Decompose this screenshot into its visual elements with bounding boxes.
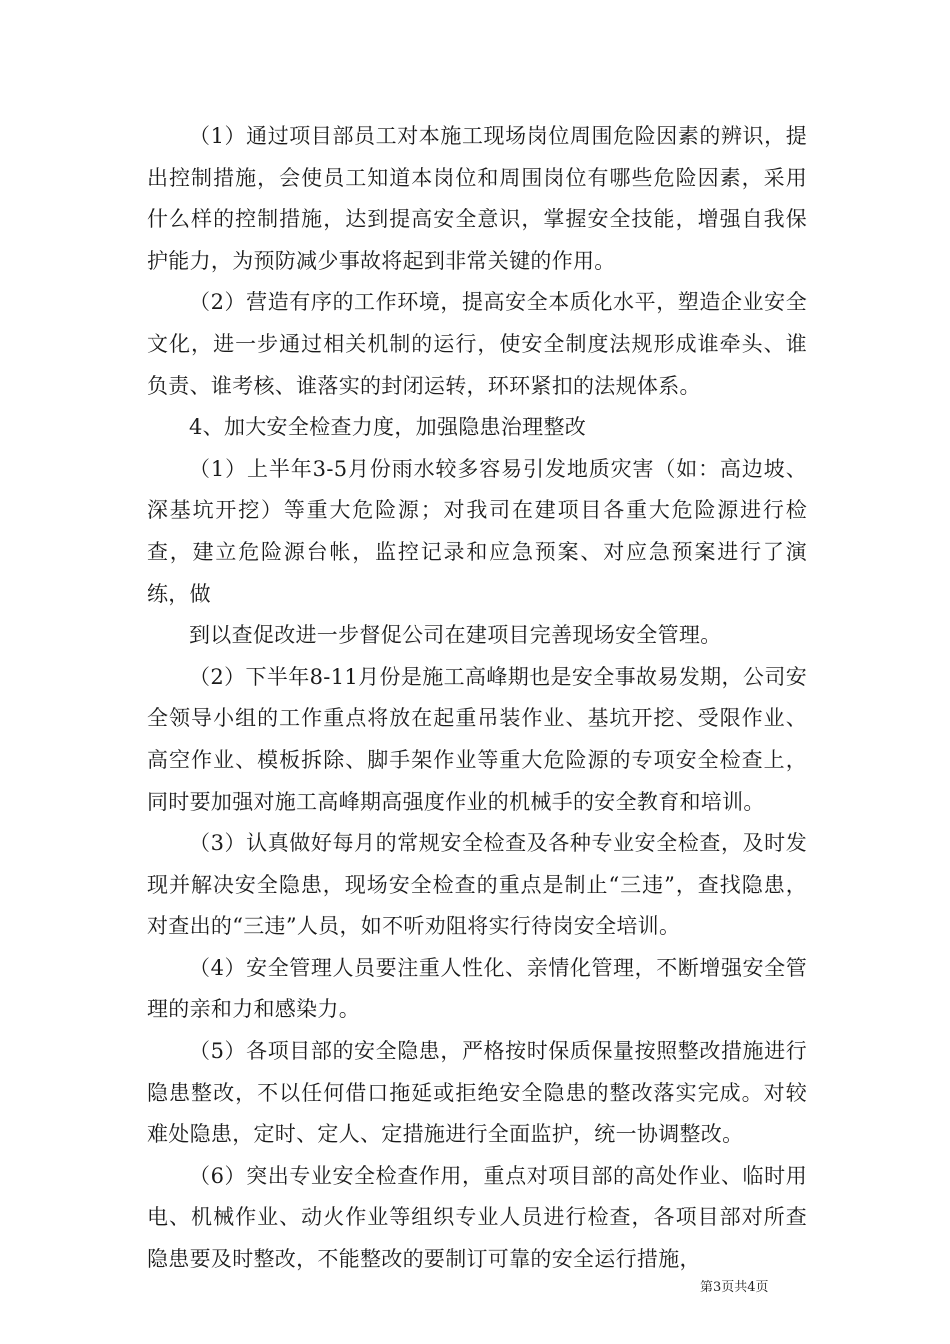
paragraph-8: （5）各项目部的安全隐患，严格按时保质保量按照整改措施进行隐患整改，不以任何借口拖延或拒绝安全隐患的整改落实完成。对较难处隐患，定时、定人、定措施进行全面监护，统一协调整改。 xyxy=(147,1039,807,1147)
paragraph-7: （4）安全管理人员要注重人性化、亲情化管理，不断增强安全管理的亲和力和感染力。 xyxy=(147,955,807,1022)
paragraph-5: （2）下半年8-11月份是施工高峰期也是安全事故易发期，公司安全领导小组的工作重点将放在起重吊装作业、基坑开挖、受限作业、高空作业、模板拆除、脚手架作业等重大危险源的专项安全检查上，同时要加强对施工高峰期高强度作业的机械手的安全教育和培训。 xyxy=(147,664,807,814)
paragraph-2: （2）营造有序的工作环境，提高安全本质化水平，塑造企业安全文化，进一步通过相关机制的运行，使安全制度法规形成谁牵头、谁负责、谁考核、谁落实的封闭运转，环环紧扣的法规体系。 xyxy=(147,290,807,398)
paragraph-9: （6）突出专业安全检查作用，重点对项目部的高处作业、临时用电、机械作业、动火作业等组织专业人员进行检查，各项目部对所查隐患要及时整改，不能整改的要制订可靠的安全运行措施， xyxy=(147,1163,807,1272)
paragraph-1: （1）通过项目部员工对本施工现场岗位周围危险因素的辨识，提出控制措施，会使员工知道本岗位和周围岗位有哪些危险因素，采用什么样的控制措施，达到提高安全意识，掌握安全技能，增强自我保护能力，为预防减少事故将起到非常关键的作用。 xyxy=(147,124,807,273)
paragraph-3: （1）上半年3-5月份雨水较多容易引发地质灾害（如：高边坡、深基坑开挖）等重大危险源；对我司在建项目各重大危险源进行检查，建立危险源台帐，监控记录和应急预案、对应急预案进行了演练，做 xyxy=(147,456,807,606)
paragraph-6: （3）认真做好每月的常规安全检查及各种专业安全检查，及时发现并解决安全隐患，现场安全检查的重点是制止“三违”，查找隐患，对查出的“三违”人员，如不听劝阻将实行待岗安全培训。 xyxy=(147,831,807,939)
page-number-footer: 第3页共4页 xyxy=(700,1280,769,1295)
paragraph-4: 到以查促改进一步督促公司在建项目完善现场安全管理。 xyxy=(189,623,722,648)
document-body xyxy=(147,116,807,1281)
section-heading: 4、加大安全检查力度，加强隐患治理整改 xyxy=(189,415,587,440)
